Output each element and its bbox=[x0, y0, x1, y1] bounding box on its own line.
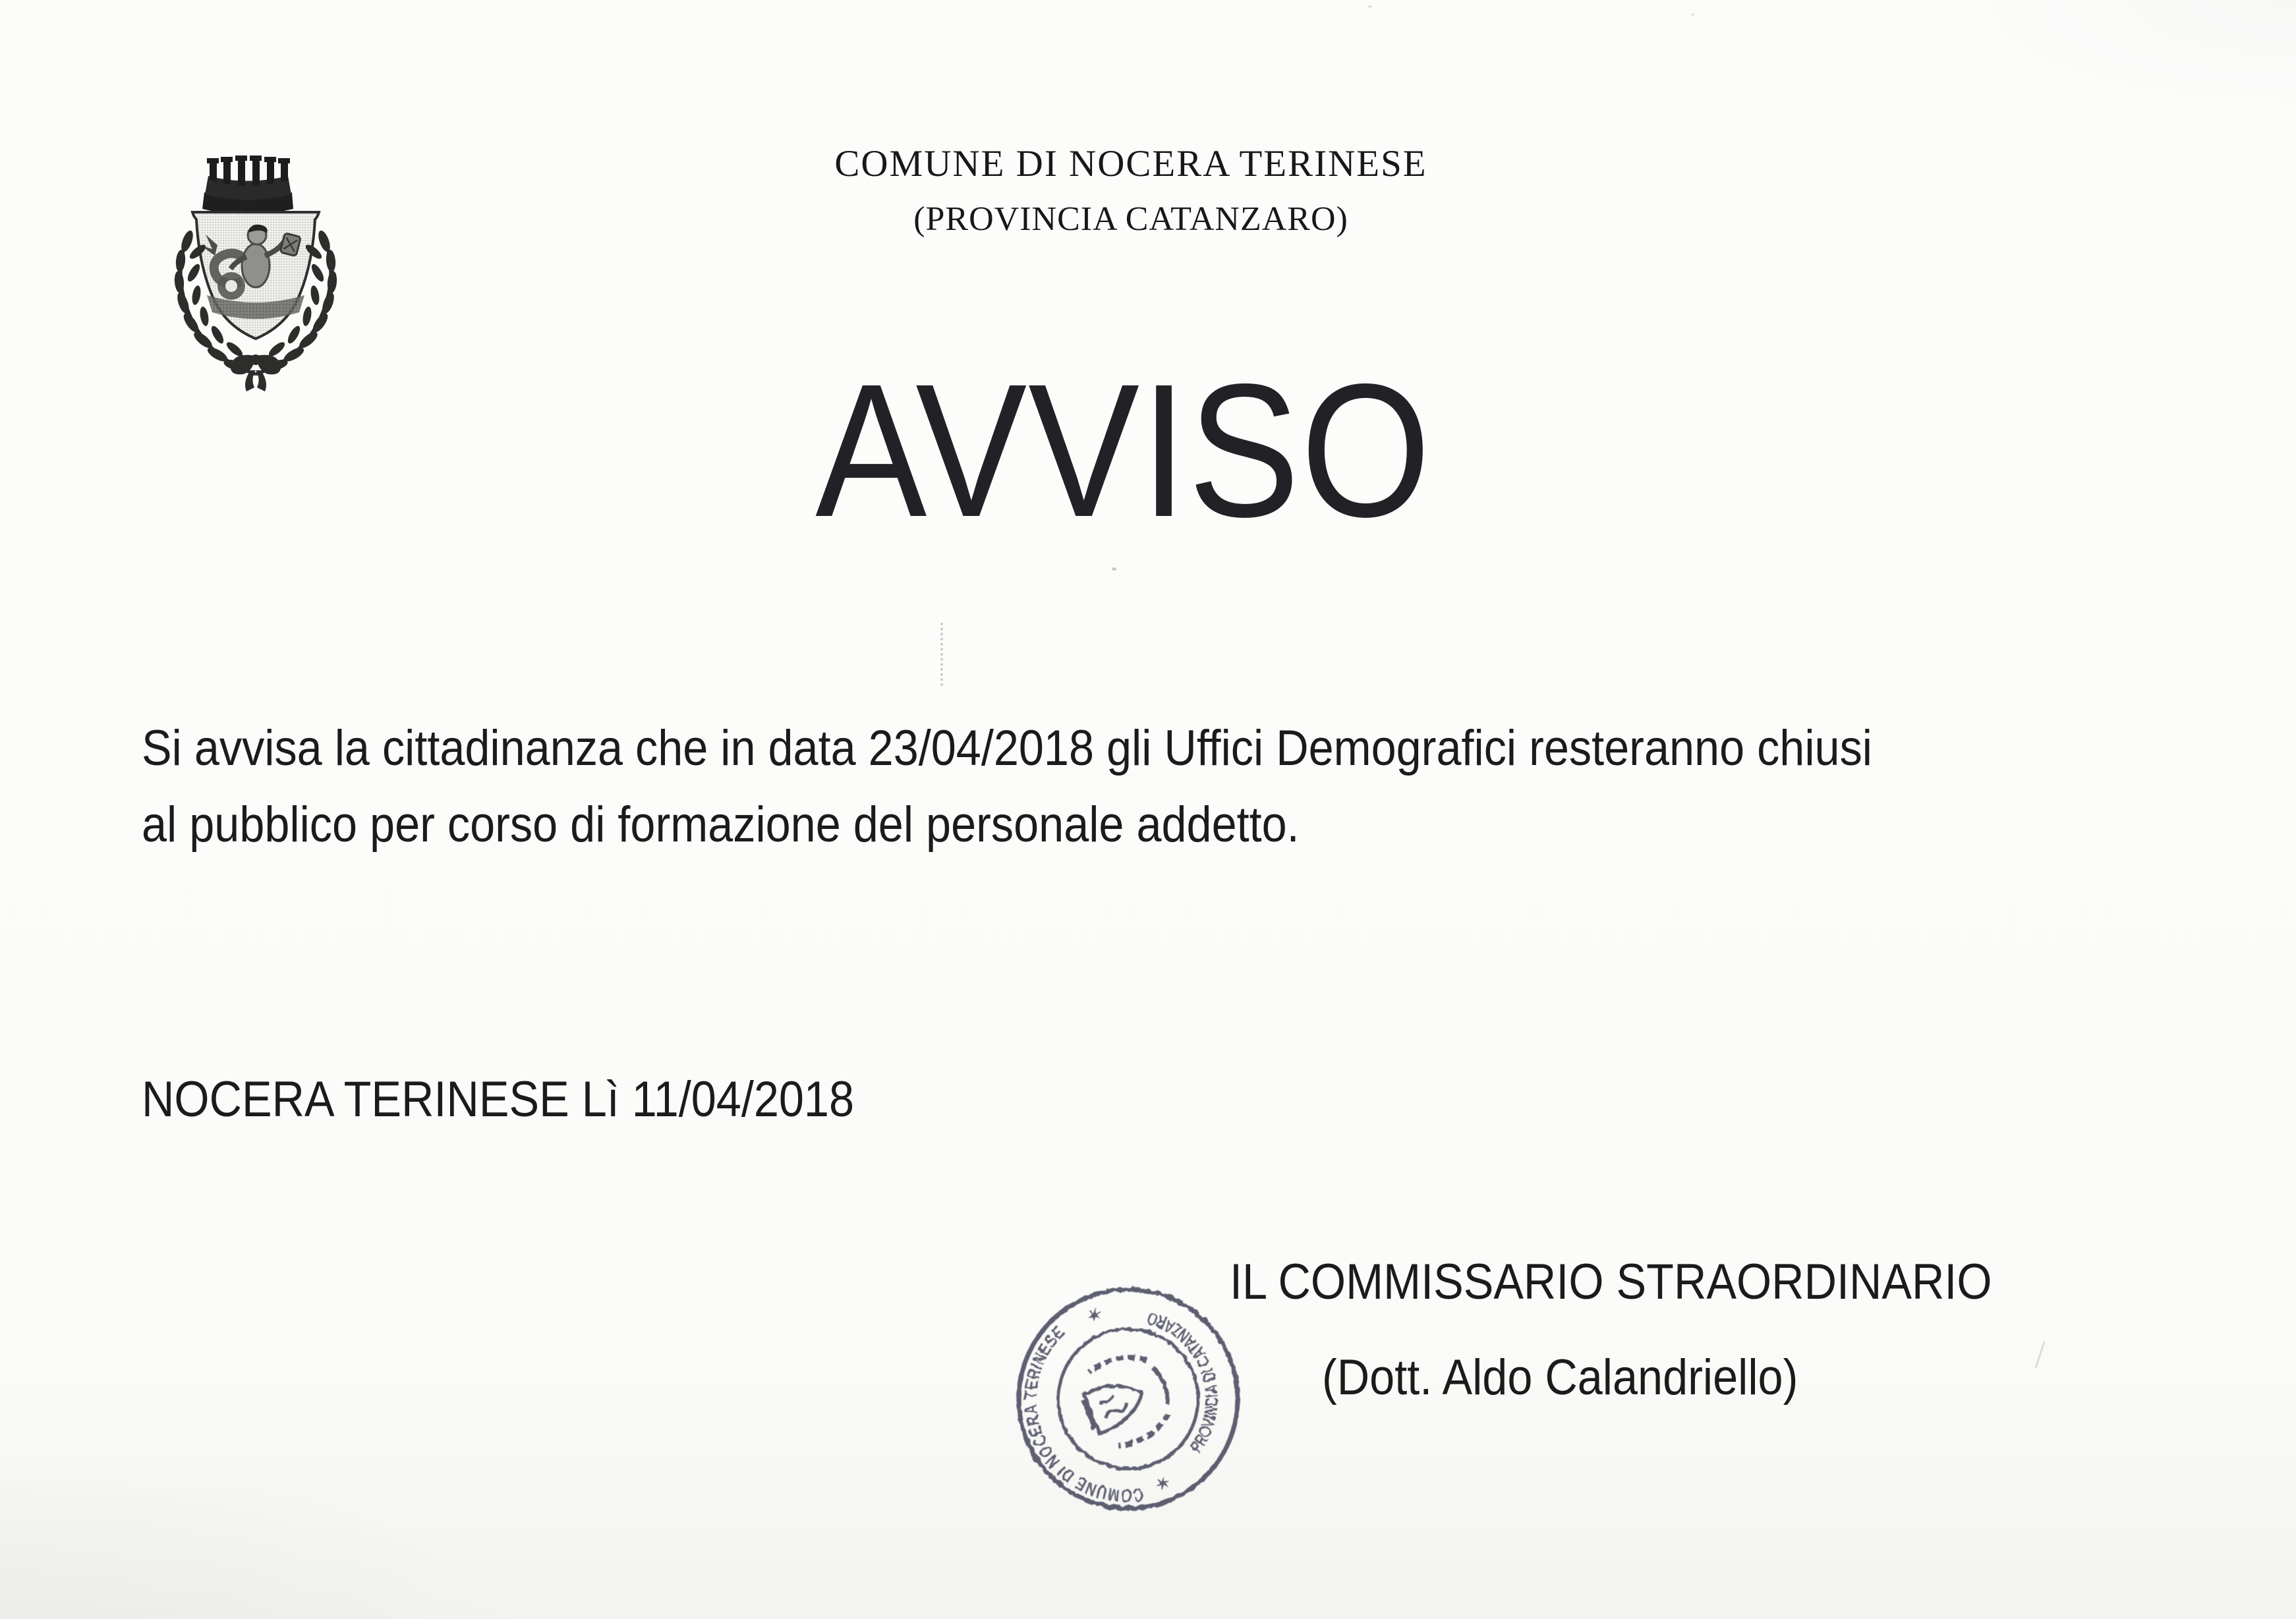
municipality-name: COMUNE DI NOCERA TERINESE bbox=[834, 143, 1427, 185]
scan-speck bbox=[1112, 567, 1116, 571]
notice-body-line-2: al pubblico per corso di formazione del personale addetto. bbox=[142, 797, 1300, 853]
province-name: (PROVINCIA CATANZARO) bbox=[913, 200, 1348, 238]
signature-role: IL COMMISSARIO STRAORDINARIO bbox=[1230, 1254, 1992, 1310]
stamp-text-bottom: PROVINCIA DI CATANZARO bbox=[1140, 1306, 1222, 1457]
notice-body bbox=[142, 710, 1872, 863]
scan-artifact-dotted-line bbox=[940, 623, 943, 686]
scan-artifact-scratch bbox=[2035, 1342, 2046, 1369]
notice-body-line-1: Si avvisa la cittadinanza che in data 23/04/2018 gli Uffici Demografici resteranno chiusi bbox=[142, 720, 1872, 776]
place-date-line: NOCERA TERINESE Lì 11/04/2018 bbox=[142, 1071, 855, 1127]
stamp-center-emblem bbox=[1071, 1345, 1180, 1455]
stamp-star-right-icon: ✶ bbox=[1083, 1303, 1107, 1325]
signature-name: (Dott. Aldo Calandriello) bbox=[1322, 1349, 1798, 1406]
scan-speck bbox=[1691, 13, 1694, 16]
scan-speck bbox=[1368, 5, 1372, 8]
notice-title: AVVISO bbox=[815, 345, 1432, 557]
stamp-star-left-icon: ✶ bbox=[1151, 1472, 1175, 1494]
stamp-text-top: COMUNE DI NOCERA TERINESE bbox=[1020, 1320, 1145, 1506]
